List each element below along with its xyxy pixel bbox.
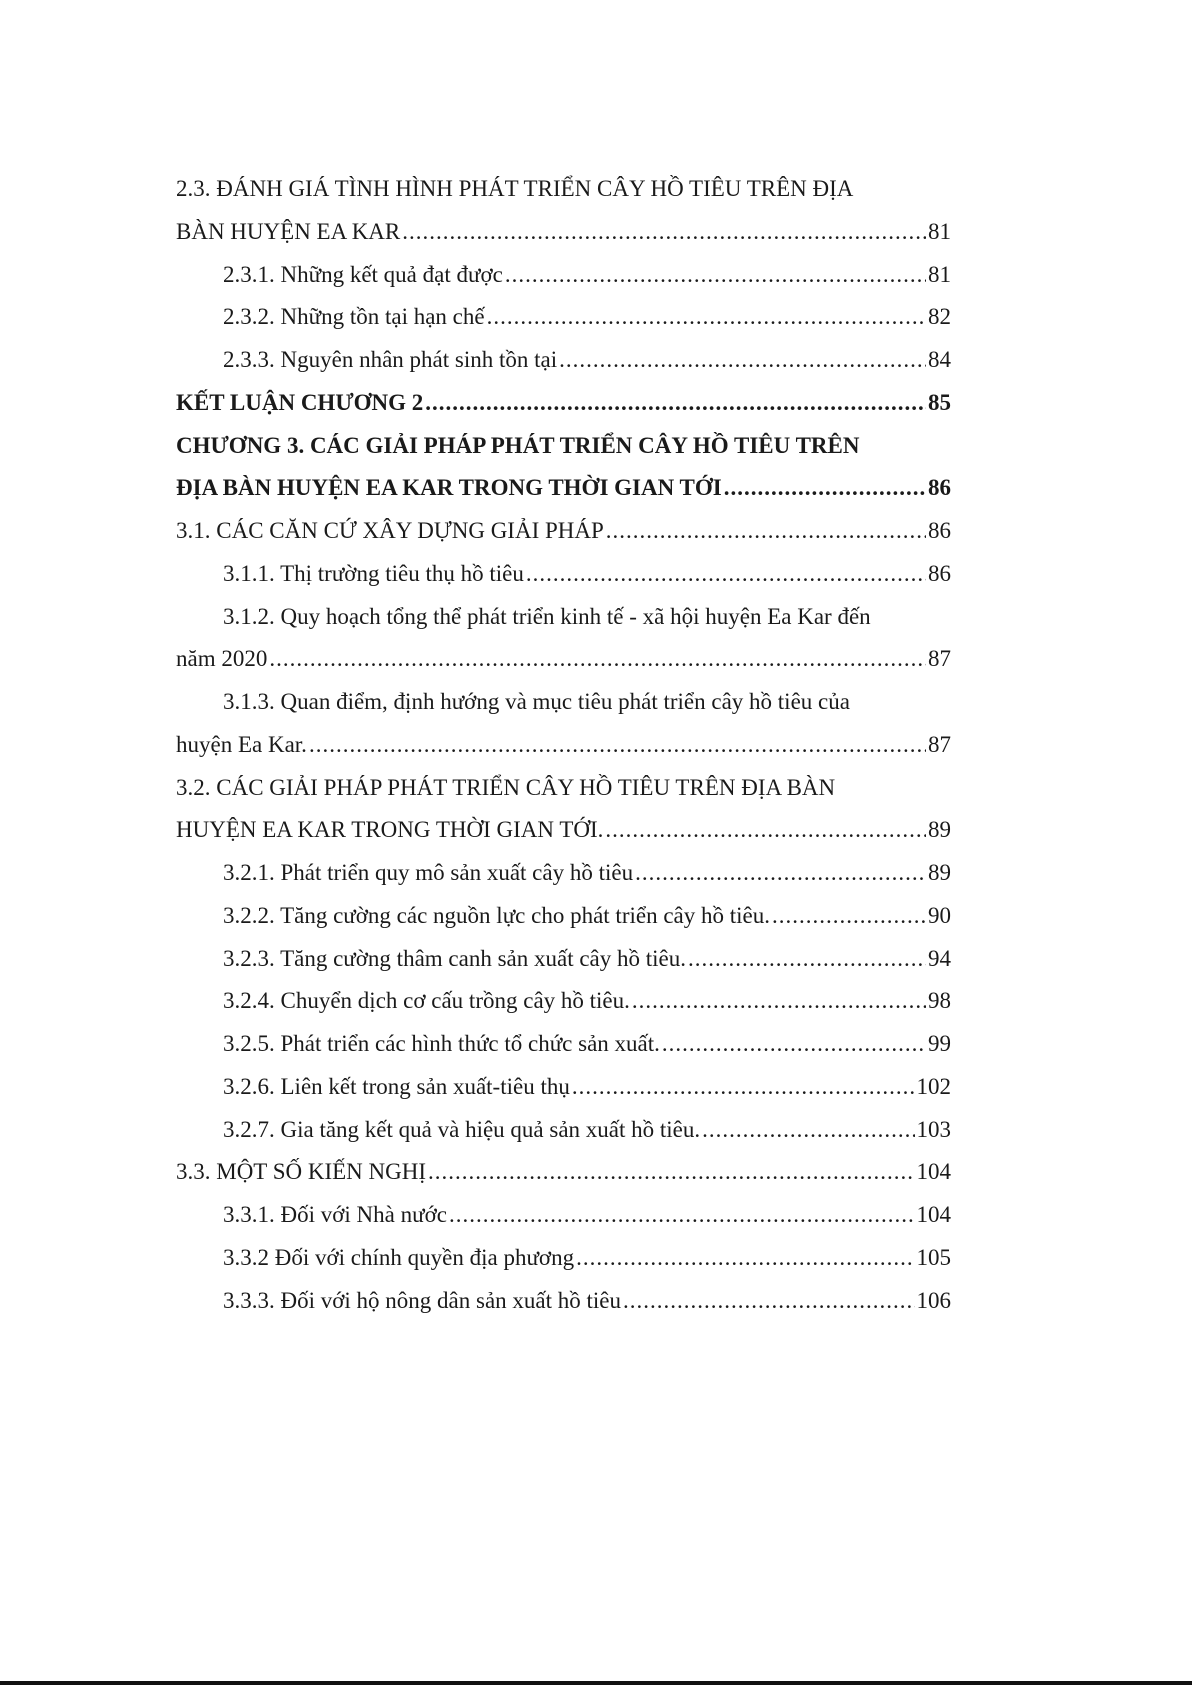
toc-dot-leader	[505, 254, 926, 297]
toc-page-number: 104	[916, 1159, 951, 1185]
toc-page-number: 89	[928, 860, 951, 885]
toc-entry	[176, 1109, 951, 1152]
toc-entry-title: 3.3. MỘT SỐ KIẾN NGHỊ	[176, 1159, 427, 1185]
toc-page-number: 94	[928, 945, 951, 971]
toc-dot-leader	[402, 211, 926, 254]
toc-entry	[176, 980, 951, 1023]
toc-entry-heading-line	[176, 596, 951, 639]
toc-entry-title: 3.2.1. Phát triển quy mô sản xuất cây hồ tiêu	[223, 860, 634, 885]
toc-entry	[176, 1023, 951, 1066]
toc-dot-leader	[425, 382, 926, 425]
toc-entry-title: 3.2.6. Liên kết trong sản xuất-tiêu thụ	[223, 1073, 570, 1099]
toc-entry	[176, 553, 951, 596]
toc-dot-leader	[772, 895, 926, 938]
toc-dot-leader	[702, 1109, 914, 1152]
toc-entry-title: BÀN HUYỆN EA KAR	[176, 218, 401, 244]
toc-page-number: 102	[916, 1073, 951, 1099]
toc-page-number: 89	[928, 817, 951, 843]
toc-entry-title: 3.2.3. Tăng cường thâm canh sản xuất cây hồ tiêu.	[223, 945, 686, 971]
toc-entry	[176, 852, 951, 895]
toc-entry-title: năm 2020	[176, 646, 268, 672]
toc-page-number: 106	[916, 1287, 951, 1313]
toc-entry	[176, 296, 951, 339]
toc-entry	[176, 809, 951, 852]
toc-entry	[176, 724, 951, 767]
toc-entry	[176, 1280, 951, 1323]
toc-entry	[176, 254, 951, 297]
toc-page-number: 81	[928, 218, 951, 244]
toc-dot-leader	[269, 638, 926, 681]
toc-entry-title: KẾT LUẬN CHƯƠNG 2	[176, 389, 424, 415]
toc-page-number: 87	[928, 646, 951, 672]
toc-dot-leader	[309, 724, 926, 767]
toc-page-number: 99	[928, 1031, 951, 1056]
toc-dot-leader	[559, 339, 926, 382]
toc-entry-title: 3.1.2. Quy hoạch tổng thể phát triển kinh tế - xã hội huyện Ea Kar đến	[223, 603, 871, 629]
toc-dot-leader	[724, 467, 926, 510]
toc-entry	[176, 510, 951, 553]
toc-dot-leader	[487, 296, 926, 339]
toc-page-number: 98	[928, 988, 951, 1014]
toc-entry-title: 2.3.1. Những kết quả đạt được	[223, 261, 503, 287]
toc-page-number: 90	[928, 902, 951, 928]
toc-entry-title: 2.3. ĐÁNH GIÁ TÌNH HÌNH PHÁT TRIỂN CÂY HỒ TIÊU TRÊN ĐỊA	[176, 176, 854, 201]
toc-page-number: 105	[916, 1244, 951, 1270]
toc-page-number: 81	[928, 261, 951, 287]
toc-entry-title: ĐỊA BÀN HUYỆN EA KAR TRONG THỜI GIAN TỚI	[176, 475, 722, 501]
toc-dot-leader	[688, 938, 926, 981]
toc-page-number: 86	[928, 560, 951, 586]
toc-entry-title: 3.1. CÁC CĂN CỨ XÂY DỰNG GIẢI PHÁP	[176, 518, 604, 543]
toc-dot-leader	[576, 1237, 914, 1280]
toc-entry-title: 2.3.2. Những tồn tại hạn chế	[223, 304, 485, 330]
toc-page-number: 104	[916, 1202, 951, 1227]
toc-dot-leader	[449, 1194, 915, 1237]
toc-entry-heading-line	[176, 767, 951, 810]
toc-page-number: 87	[928, 731, 951, 757]
toc-entry	[176, 895, 951, 938]
toc-dot-leader	[635, 852, 926, 895]
toc-dot-leader	[572, 1066, 915, 1109]
toc-dot-leader	[605, 809, 926, 852]
toc-entry-title: 3.1.3. Quan điểm, định hướng và mục tiêu phát triển cây hồ tiêu của	[223, 689, 850, 714]
toc-entry	[176, 339, 951, 382]
toc-page-number: 103	[916, 1116, 951, 1142]
toc-entry-title: 3.3.3. Đối với hộ nông dân sản xuất hồ tiêu	[223, 1287, 622, 1313]
table-of-contents	[176, 168, 951, 1322]
toc-page-number: 86	[928, 518, 951, 543]
toc-entry	[176, 1066, 951, 1109]
toc-entry-title: CHƯƠNG 3. CÁC GIẢI PHÁP PHÁT TRIỂN CÂY HỒ TIÊU TRÊN	[176, 432, 860, 458]
toc-entry-heading-line	[176, 681, 951, 724]
toc-entry-title: 3.3.1. Đối với Nhà nước	[223, 1202, 447, 1227]
page-bottom-edge	[0, 1681, 1192, 1685]
toc-entry-heading-line	[176, 168, 951, 211]
toc-dot-leader	[526, 553, 926, 596]
toc-entry-title: huyện Ea Kar.	[176, 731, 307, 757]
toc-entry	[176, 382, 951, 425]
toc-entry	[176, 1151, 951, 1194]
toc-entry-title: 3.2.2. Tăng cường các nguồn lực cho phát triển cây hồ tiêu.	[223, 902, 770, 928]
toc-dot-leader	[428, 1151, 914, 1194]
toc-entry-title: 3.3.2 Đối với chính quyền địa phương	[223, 1244, 575, 1270]
toc-entry-title: 3.2.5. Phát triển các hình thức tổ chức sản xuất.	[223, 1031, 660, 1056]
toc-dot-leader	[623, 1280, 914, 1323]
toc-dot-leader	[662, 1023, 926, 1066]
toc-entry-heading-line	[176, 425, 951, 468]
toc-page-number: 84	[928, 347, 951, 372]
toc-entry-title: 3.2. CÁC GIẢI PHÁP PHÁT TRIỂN CÂY HỒ TIÊU TRÊN ĐỊA BÀN	[176, 774, 836, 800]
toc-entry	[176, 938, 951, 981]
toc-page-number: 85	[928, 389, 951, 415]
toc-entry	[176, 467, 951, 510]
toc-entry-title: 3.2.4. Chuyển dịch cơ cấu trồng cây hồ tiêu.	[223, 988, 630, 1014]
toc-entry	[176, 211, 951, 254]
toc-dot-leader	[606, 510, 926, 553]
toc-entry-title: HUYỆN EA KAR TRONG THỜI GIAN TỚI.	[176, 817, 604, 843]
toc-entry	[176, 1237, 951, 1280]
toc-entry-title: 3.2.7. Gia tăng kết quả và hiệu quả sản xuất hồ tiêu.	[223, 1116, 701, 1142]
toc-entry	[176, 638, 951, 681]
toc-entry-title: 3.1.1. Thị trường tiêu thụ hồ tiêu	[223, 560, 524, 586]
toc-entry-title: 2.3.3. Nguyên nhân phát sinh tồn tại	[223, 347, 558, 372]
toc-page-number: 86	[928, 475, 951, 501]
toc-page-number: 82	[928, 304, 951, 330]
toc-entry	[176, 1194, 951, 1237]
toc-dot-leader	[632, 980, 926, 1023]
